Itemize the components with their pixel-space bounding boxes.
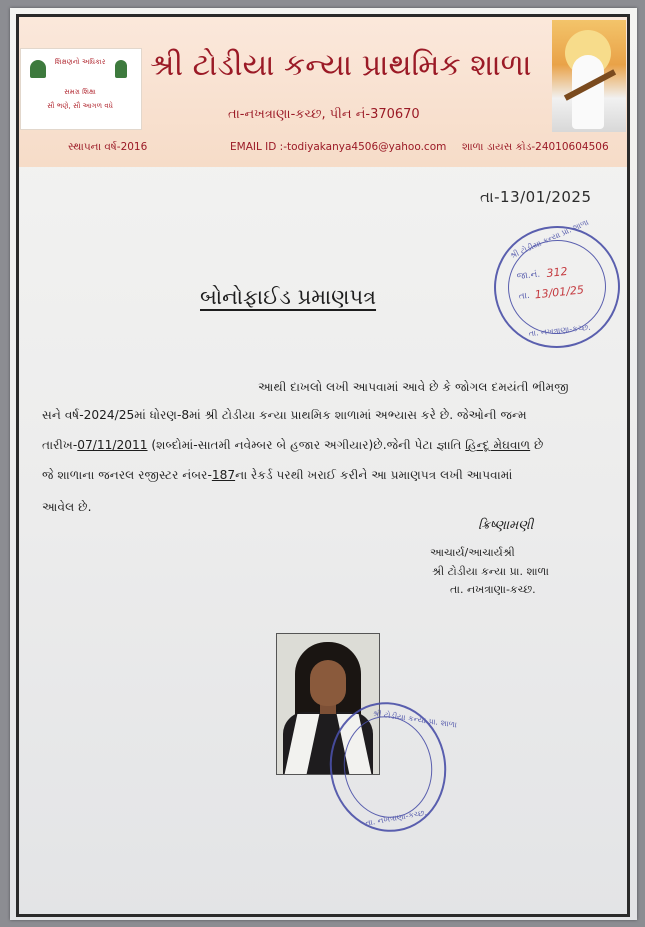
established-year: સ્થાપના વર્ષ-2016 <box>68 141 148 153</box>
line-end: છે <box>530 438 544 452</box>
school-title: શ્રી ટોડીયા કન્યા પ્રાથમિક શાળા <box>150 48 532 83</box>
body-line-1: આથી દાખલો લખી આપવામાં આવે છે કે જોગલ દમયંતી ભીમજી <box>258 380 569 394</box>
dob-words: (શબ્દોમાં-સાતમી નવેમ્બર બે હજાર અગીયાર)છે.જેની પેટા જ્ઞાતિ <box>147 438 466 452</box>
certificate-heading: બોનોફાઈડ પ્રમાણપત્ર <box>200 285 377 309</box>
logo-mid-text: સમગ્ર શિક્ષા <box>64 88 96 96</box>
seal-bottom-taluka: તા. નખત્રાણા-કચ્છ. <box>364 808 428 828</box>
seal-number-label: જા.નં. <box>516 269 541 283</box>
school-address: તા-નખત્રાણા-કચ્છ, પીન નં-370670 <box>228 107 420 122</box>
body-line-5: આવેલ છે. <box>42 500 92 514</box>
sub-caste: હિન્દૂ મેઘવાળ <box>465 438 531 452</box>
principal-title: આચાર્ય/આચાર્યશ્રી <box>430 546 515 559</box>
certificate-border <box>16 14 630 917</box>
signature-taluka: તા. નખત્રાણા-કચ્છ. <box>450 583 536 596</box>
principal-signature: ક્રિષ્ણામણી <box>478 518 534 533</box>
seal-ring-text: શ્રી ટોડીયા કન્યા પ્રા. શાળા <box>508 217 590 261</box>
register-text: ના રેકર્ડ પરથી ખરાઈ કરીને આ પ્રમાણપત્ર લખી આપવામાં <box>235 468 513 482</box>
seal-number-value: 312 <box>545 264 569 280</box>
register-label: જે શાળાના જનરલ રજીસ્ટર નંબર- <box>42 468 212 482</box>
logo-bottom-text: સૌ ભણે, સૌ આગળ વધે <box>47 102 113 110</box>
school-email: EMAIL ID :-todiyakanya4506@yahoo.com <box>230 141 447 153</box>
dob-label: તારીખ- <box>42 438 78 452</box>
seal-date-label: તા. <box>518 290 531 303</box>
body-line-4 <box>42 468 512 483</box>
body-line-3 <box>42 438 543 453</box>
photo-face <box>310 660 346 706</box>
seal-bottom-ring-text: શ્રી ટોડીયા કન્યા પ્રા. શાળા <box>372 708 458 730</box>
dise-code: શાળા ડાયસ કોડ-24010604506 <box>462 141 609 153</box>
seal-date-value: 13/01/25 <box>534 283 585 302</box>
issue-date: તા-13/01/2025 <box>480 188 592 206</box>
date-of-birth: 07/11/2011 <box>77 438 148 452</box>
register-number: 187 <box>211 468 236 482</box>
seal-bottom-text: તા. નખત્રાણા-કચ્છ. <box>528 322 592 339</box>
body-line-2: સને વર્ષ-2024/25માં ધોરણ-8માં શ્રી ટોડીયા કન્યા પ્રાથમિક શાળામાં અભ્યાસ કરે છે. જેઓની જન્મ <box>42 408 527 422</box>
logo-top-text: શિક્ષણનો અધિકાર <box>54 58 106 66</box>
signature-school-name: શ્રી ટોડીયા કન્યા પ્રા. શાળા <box>432 565 549 578</box>
